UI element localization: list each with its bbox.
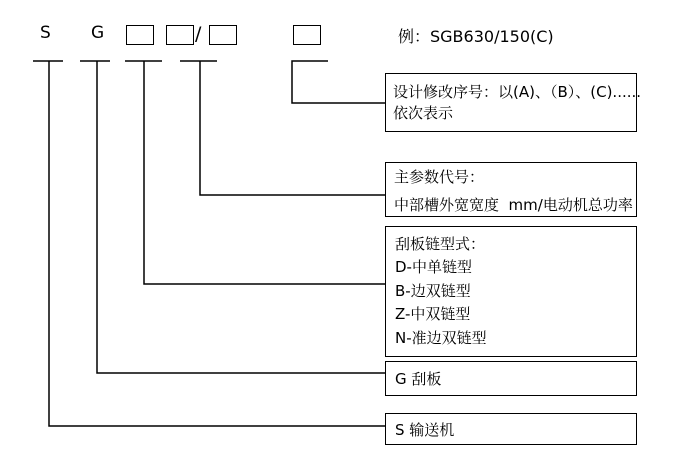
connector-main-params — [180, 61, 385, 195]
connector-conveyor — [33, 61, 385, 426]
callout-line: 刮板链型式： — [395, 235, 486, 253]
callout-chain-type — [385, 226, 637, 357]
callout-line: Z-中双链型 — [395, 305, 471, 324]
connector-design-revision — [292, 61, 385, 103]
connector-chain-type — [125, 61, 385, 284]
callout-line: 设计修改序号：以(A)、（B）、(C)...... — [393, 83, 642, 101]
callout-line: S 输送机 — [395, 420, 455, 439]
code-letter-s: S — [40, 23, 51, 43]
callout-line: 依次表示 — [393, 104, 454, 122]
example-label: 例：SGB630/150(C) — [398, 27, 554, 46]
callout-line: N-准边双链型 — [395, 328, 487, 347]
callout-design-revision — [385, 73, 642, 132]
callout-line: D-中单链型 — [395, 258, 472, 277]
connector-scraper — [80, 61, 385, 373]
callout-line: 主参数代号： — [394, 168, 485, 186]
callout-line: B-边双链型 — [395, 281, 471, 300]
code-letter-g: G — [91, 23, 105, 43]
callout-line: G 刮板 — [395, 370, 442, 388]
callout-line: 中部槽外宽宽度 mm/电动机总功率 — [394, 196, 633, 214]
callout-scraper — [385, 361, 637, 396]
callout-main-params — [385, 162, 637, 217]
callout-conveyor — [385, 413, 637, 445]
code-slash: / — [195, 23, 202, 45]
